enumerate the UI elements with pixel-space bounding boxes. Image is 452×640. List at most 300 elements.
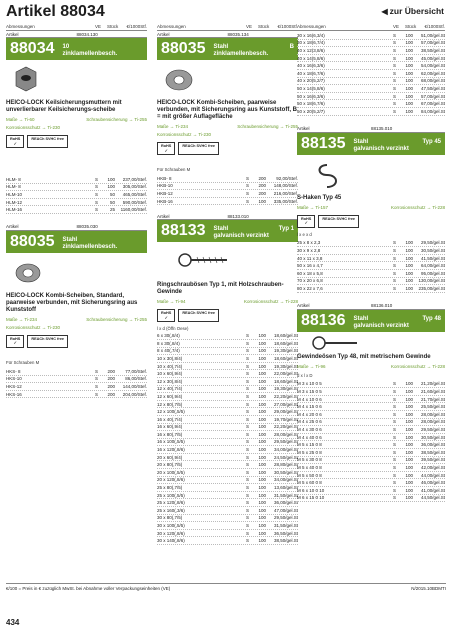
table-cell: 41,50/gel.St (420, 255, 445, 261)
table-cell: 18,60/gel.St (273, 333, 298, 339)
price-table (157, 175, 298, 205)
table-cell: 100 (405, 457, 413, 463)
reach-badge: REACh SVHC free (27, 135, 68, 148)
table-cell: 21,20/gel.St (420, 381, 445, 387)
article-label-row: Artikel 88035.030 (6, 224, 147, 231)
table-cell: 100 (258, 355, 266, 361)
screw-locking-link[interactable]: Schraubensicherung → Ti-255 (86, 316, 147, 322)
table-cell: S (246, 447, 250, 453)
table-row (157, 537, 298, 545)
dimensions-link[interactable]: Maße → Ti-60 (6, 117, 35, 122)
dimensions-link[interactable]: Maße → Ti-96 (297, 363, 326, 369)
table-cell: 50 x 18(6,7/6) (297, 101, 325, 107)
table-cell: 100 (405, 487, 413, 493)
table-cell: 84,00/gel.St (420, 108, 445, 114)
table-cell: HLM-10 (6, 191, 23, 197)
table-cell: S (246, 507, 250, 513)
article-banner: 88035 Stahl zinklamellenbesch. (6, 231, 147, 253)
table-cell: HKB-16 (157, 198, 173, 204)
table-row (157, 175, 298, 183)
column-3 (297, 23, 445, 502)
table-cell: 100 (258, 447, 266, 453)
table-cell: HKS- 8 (6, 368, 21, 374)
arrow-left-icon: ◀ (381, 6, 388, 16)
table-cell: 86,00/Stef. (125, 376, 147, 382)
table-cell: 100 (405, 47, 413, 53)
table-row (297, 62, 445, 70)
table-row (6, 391, 147, 399)
table-row (297, 403, 445, 411)
table-cell: 36,00/gel.St (273, 500, 298, 506)
table-row (297, 411, 445, 419)
article-number: 88135 (301, 134, 346, 152)
table-cell: 92,00/Stef. (276, 175, 298, 181)
table-cell: 100 (107, 176, 115, 182)
column-2 (157, 23, 298, 545)
price-table (6, 368, 147, 398)
table-cell: 21,70/gel.St (420, 396, 445, 402)
table-cell: 30 x 100(,5/5) (157, 523, 185, 529)
table-cell: S (246, 340, 250, 346)
corrosion-link[interactable]: Korrosionsschutz → Ti-230 (157, 132, 212, 137)
table-row (297, 247, 445, 255)
table-cell: 77,00/Stef. (125, 368, 147, 374)
table-cell: 8 x 40(,7/4) (157, 348, 180, 354)
table-cell: 13,60/gel.St (273, 485, 298, 491)
table-cell: 100 (258, 485, 266, 491)
table-cell: HKB-10 (157, 183, 173, 189)
table-cell: 38,50/gel.St (420, 449, 445, 455)
table-cell: 200 (258, 175, 266, 181)
product-title: HEICO-LOCK Kombi-Scheiben, paarweise verbunden, mit Sicherungsring aus Kunststoff, B = mit größer Auflagefläche (157, 100, 298, 120)
table-cell: 47,50/gel.St (420, 85, 445, 91)
table-cell: 100 (405, 93, 413, 99)
table-row (157, 332, 298, 340)
table-cell: 148,00/Stef. (273, 183, 298, 189)
table-cell: 95,00/gel.St (420, 270, 445, 276)
table-row (297, 93, 445, 101)
table-cell: 200 (107, 383, 115, 389)
table-row (157, 492, 298, 500)
table-cell: 41,00/gel.St (420, 487, 445, 493)
table-cell: 40 x 11 x 3,8 (297, 255, 323, 261)
table-row (297, 426, 445, 434)
table-cell: 100 (258, 492, 266, 498)
table-cell: S (393, 263, 397, 269)
table-cell: 100 (405, 480, 413, 486)
table-cell: S (246, 462, 250, 468)
table-cell: 29,50/gel.St (420, 240, 445, 246)
dimensions-link[interactable]: Maße → Ti-234 (6, 316, 38, 322)
table-cell: 38,50/gel.St (273, 538, 298, 544)
table-cell: S (393, 101, 397, 107)
table-cell: 25 (109, 207, 115, 213)
table-cell: S (393, 427, 397, 433)
table-cell: 235,00/gel.St (418, 285, 445, 291)
dimensions-link[interactable]: Maße → Ti-157 (297, 204, 329, 210)
table-cell: 50 x 16 x 4,7 (297, 263, 323, 269)
table-cell: 100 (405, 263, 413, 269)
table-row (157, 461, 298, 469)
product-image-nut (6, 60, 147, 100)
table-cell: 16 x 40(,7/4) (157, 416, 183, 422)
table-cell: 100 (258, 333, 266, 339)
table-cell: 237,00/Stef. (122, 176, 147, 182)
table-cell: 21,60/gel.St (420, 389, 445, 395)
table-cell: 38,50/gel.St (420, 47, 445, 53)
table-cell: 62,00/gel.St (420, 70, 445, 76)
table-cell: 50 (109, 191, 115, 197)
table-cell: 19,30/gel.St (273, 386, 298, 392)
compliance-badges (157, 142, 298, 155)
table-cell: 100 (405, 247, 413, 253)
table-subheader: Für Schrauben M (157, 167, 191, 172)
table-cell: 1160,00/Stef. (120, 207, 147, 213)
table-row (297, 396, 445, 404)
table-row (157, 499, 298, 507)
table-row (157, 363, 298, 371)
table-cell: S (246, 454, 250, 460)
table-cell: 50 x 20(5,2/7) (297, 108, 325, 114)
table-cell: 100 (405, 55, 413, 61)
price-table (157, 332, 298, 545)
table-row (157, 424, 298, 432)
table-cell: S (95, 391, 99, 397)
table-cell: M 4 x 25 0 6 (297, 419, 322, 425)
table-cell: S (246, 378, 250, 384)
table-cell: M 5 x 50 0 8 (297, 472, 322, 478)
table-row (6, 368, 147, 376)
table-cell: 10 x 40(,7/4) (157, 363, 183, 369)
table-row (157, 515, 298, 523)
article-banner: 88136 Stahl galvanisch verzinkt Typ 48 (297, 310, 445, 332)
table-row (297, 100, 445, 108)
table-cell: M 6 x 15 0 10 (297, 495, 325, 501)
reach-badge: REACh SVHC free (178, 142, 219, 155)
article-label-row: Artikel 88135.010 (297, 126, 445, 133)
table-cell: 64,00/gel.St (420, 263, 445, 269)
price-table (6, 176, 147, 214)
table-cell: 100 (258, 523, 266, 529)
product-image-s-hook (297, 155, 445, 195)
screw-locking-link[interactable]: Schraubensicherung → Ti-255 (86, 117, 147, 122)
table-cell: HLM- 8 (6, 176, 21, 182)
table-cell: S (393, 93, 397, 99)
table-cell: 29,50/gel.St (420, 427, 445, 433)
price-table (297, 32, 445, 116)
table-cell: M 4 x 40 0 6 (297, 434, 322, 440)
article-banner: 88133 Stahl galvanisch verzinkt Typ 1 (157, 220, 298, 242)
table-row (157, 378, 298, 386)
table-row (6, 206, 147, 214)
table-row (297, 449, 445, 457)
table-row (157, 507, 298, 515)
table-cell: 28,00/gel.St (420, 419, 445, 425)
table-row (297, 434, 445, 442)
table-cell: S (393, 480, 397, 486)
table-subheader: d x l x D (297, 372, 313, 378)
table-row (297, 419, 445, 427)
table-row (297, 70, 445, 78)
table-cell: 50 x 16(6,3/6) (297, 93, 325, 99)
table-cell: S (393, 396, 397, 402)
table-cell: M 4 x 15 0 6 (297, 404, 322, 410)
table-row (157, 408, 298, 416)
table-row (297, 278, 445, 286)
article-number: 88136 (301, 311, 346, 329)
table-cell: 100 (405, 389, 413, 395)
table-cell: S (393, 495, 397, 501)
table-row (6, 376, 147, 384)
table-row (157, 355, 298, 363)
table-cell: 25 x 100(,5/5) (157, 492, 185, 498)
table-cell: S (95, 184, 99, 190)
table-cell: S (393, 63, 397, 69)
table-cell: 100 (405, 427, 413, 433)
article-number: 88133 (161, 222, 206, 240)
table-row (157, 439, 298, 447)
table-cell: 100 (405, 278, 413, 284)
table-cell: 25 x 120(,8/6) (157, 500, 185, 506)
table-row (157, 469, 298, 477)
table-row (297, 495, 445, 503)
table-row (297, 78, 445, 86)
table-row (297, 240, 445, 248)
table-row (297, 381, 445, 389)
rohs-badge: RoHS ✓ (157, 142, 175, 155)
table-cell: 19,30/gel.St (273, 348, 298, 354)
table-cell: M 3 x 15 0 5 (297, 389, 322, 395)
table-cell: HKS-16 (6, 391, 22, 397)
table-cell: 100 (405, 381, 413, 387)
table-row (157, 190, 298, 198)
corrosion-link[interactable]: Korrosionsschutz → Ti-230 (6, 324, 61, 330)
table-cell: 31,50/gel.St (273, 492, 298, 498)
table-cell: 100 (258, 340, 266, 346)
table-cell: S (246, 190, 250, 196)
article-number: 88035 (10, 232, 55, 250)
table-row (157, 198, 298, 206)
table-cell: 40 x 16(6,3/6) (297, 63, 325, 69)
table-cell: S (95, 199, 99, 205)
table-cell: 100 (258, 507, 266, 513)
table-cell: 44,00/gel.St (420, 472, 445, 478)
table-cell: 216,00/Stef. (273, 190, 298, 196)
table-cell: 40 x 18(6,7/6) (297, 70, 325, 76)
table-cell: S (95, 368, 99, 374)
table-cell: S (246, 530, 250, 536)
table-cell: 30 x 9 x 2,8 (297, 247, 321, 253)
table-cell: 100 (405, 404, 413, 410)
table-cell: 100 (405, 32, 413, 38)
table-row (157, 401, 298, 409)
table-cell: S (393, 240, 397, 246)
table-cell: 100 (405, 472, 413, 478)
table-cell: 335,00/Stef. (273, 198, 298, 204)
table-cell: S (393, 270, 397, 276)
table-cell: M 6 x 10 0 10 (297, 487, 325, 493)
table-cell: 28,00/gel.St (420, 411, 445, 417)
product-title: S-Haken Typ 45 (297, 194, 342, 201)
table-cell: S (393, 457, 397, 463)
table-cell: 100 (405, 434, 413, 440)
reach-badge: REACh SVHC free (27, 335, 68, 348)
table-row (157, 477, 298, 485)
table-cell: S (95, 383, 99, 389)
table-cell: M 5 x 40 0 8 (297, 465, 322, 471)
back-to-overview-link[interactable] (382, 6, 444, 16)
dimensions-link[interactable]: Maße → Ti-234 (157, 124, 189, 129)
table-cell: 25 x 80(,7/5) (157, 485, 183, 491)
table-row (297, 32, 445, 40)
table-cell: M 3 x 10 0 5 (297, 381, 322, 387)
table-cell: 67,00/gel.St (420, 101, 445, 107)
article-banner: 88034 10 zinklamellenbesch. (6, 38, 147, 60)
table-cell: S (393, 411, 397, 417)
table-row (157, 522, 298, 530)
table-row (297, 464, 445, 472)
table-cell: S (246, 439, 250, 445)
table-cell: M 4 x 10 0 6 (297, 396, 322, 402)
rohs-badge: RoHS ✓ (297, 215, 315, 228)
table-row (6, 176, 147, 184)
table-cell: 100 (258, 439, 266, 445)
table-cell: 29,50/gel.St (273, 515, 298, 521)
reach-badge: REACh SVHC free (318, 215, 359, 228)
table-row (297, 262, 445, 270)
table-cell: S (393, 419, 397, 425)
table-cell: S (246, 198, 250, 204)
table-cell: 100 (405, 240, 413, 246)
table-cell: 30 x 140(,8/6) (157, 538, 185, 544)
table-cell: S (246, 363, 250, 369)
table-row (297, 40, 445, 48)
table-cell: 465,00/Stef. (122, 191, 147, 197)
corrosion-link[interactable]: Korrosionsschutz → Ti-228 (390, 204, 445, 210)
compliance-badges (6, 135, 147, 148)
table-cell: S (246, 416, 250, 422)
article-label-row: Artikel 88136.010 (297, 303, 445, 310)
product-image-threaded-eye (297, 332, 445, 354)
table-cell: 100 (405, 495, 413, 501)
table-row (157, 454, 298, 462)
table-cell: 31,50/gel.St (273, 523, 298, 529)
table-cell: S (246, 393, 250, 399)
table-cell: 100 (405, 85, 413, 91)
table-cell: 20 x 80(,7/5) (157, 462, 183, 468)
table-cell: 100 (258, 477, 266, 483)
table-cell: 16 x 100(,5/5) (157, 439, 185, 445)
table-cell: 100 (405, 419, 413, 425)
rohs-badge: RoHS ✓ (6, 135, 24, 148)
table-cell: S (246, 500, 250, 506)
table-cell: 10 x 30(,8/4) (157, 355, 183, 361)
product-title: HEICO-LOCK Kombi-Scheiben, Standard, paarweise verbunden, mit Sicherungsring aus Kunststoff (6, 292, 138, 313)
table-cell: 30,50/gel.St (420, 247, 445, 253)
screw-locking-link[interactable]: Schraubensicherung → Ti-255 (237, 124, 298, 129)
table-cell: 100 (258, 500, 266, 506)
table-cell: 100 (405, 270, 413, 276)
table-row (297, 487, 445, 495)
table-cell: S (246, 515, 250, 521)
table-cell: S (95, 376, 99, 382)
table-header: Abmessungen VE Stück €/1000Stf. (297, 24, 445, 29)
table-cell: 29,00/gel.St (273, 409, 298, 415)
table-cell: 42,00/gel.St (420, 465, 445, 471)
table-cell: 100 (258, 431, 266, 437)
column-1 (6, 23, 147, 398)
table-cell: S (393, 55, 397, 61)
table-cell: 12 x 100(,5/5) (157, 409, 185, 415)
table-cell: 39,50/gel.St (420, 457, 445, 463)
table-cell: HKS-12 (6, 383, 22, 389)
table-cell: 20 x 60(,9/4) (157, 454, 183, 460)
table-cell: S (246, 492, 250, 498)
table-cell: 70 x 20 x 6,8 (297, 278, 323, 284)
product-title: HEICO-LOCK Keilsicherungsmuttern mit unverlierbarer Keilsicherungs-scheibe (6, 100, 122, 113)
table-cell: S (95, 207, 99, 213)
table-cell: 20 x 100(,5/5) (157, 469, 185, 475)
table-cell: 30 x 16(6,3/4) (297, 32, 325, 38)
corrosion-link[interactable]: Korrosionsschutz → Ti-228 (243, 299, 298, 305)
table-cell: S (393, 442, 397, 448)
table-cell: 100 (258, 530, 266, 536)
price-table (297, 240, 445, 293)
table-cell: 50 x 14(5,8/6) (297, 85, 325, 91)
table-cell: S (246, 371, 250, 377)
table-cell: S (393, 472, 397, 478)
corrosion-link[interactable]: Korrosionsschutz → Ti-230 (6, 125, 61, 130)
rohs-badge: RoHS ✓ (157, 309, 175, 322)
table-cell: S (393, 255, 397, 261)
table-cell: S (246, 355, 250, 361)
table-cell: S (95, 176, 99, 182)
table-cell: S (393, 465, 397, 471)
table-cell: 200 (258, 183, 266, 189)
table-row (297, 85, 445, 93)
table-cell: 54,00/gel.St (420, 63, 445, 69)
table-cell: 100 (405, 108, 413, 114)
table-row (297, 457, 445, 465)
page-number: 434 (6, 618, 20, 627)
table-cell: 100 (405, 396, 413, 402)
table-cell: 100 (405, 442, 413, 448)
back-label: zur Übersicht (389, 6, 444, 16)
table-cell: 68,00/gel.St (420, 78, 445, 84)
table-subheader: l x e x d (297, 231, 312, 237)
table-cell: S (246, 477, 250, 483)
footer-note: €/100 = Preis in € zuzüglich MwSt. bei Abnahme voller Verpackungseinheiten (VE) N/2015.10BDMTI (6, 583, 446, 591)
table-cell: S (393, 487, 397, 493)
table-row (157, 446, 298, 454)
table-cell: 8 x 30(,8/4) (157, 340, 180, 346)
table-row (157, 386, 298, 394)
table-cell: 16 x 80(,7/5) (157, 431, 183, 437)
table-row (297, 108, 445, 116)
table-cell: 100 (258, 515, 266, 521)
table-row (6, 184, 147, 192)
corrosion-link[interactable]: Korrosionsschutz → Ti-228 (390, 363, 445, 369)
table-cell: 100 (258, 462, 266, 468)
dimensions-link[interactable]: Maße → Ti-94 (157, 299, 186, 305)
table-cell: S (393, 278, 397, 284)
table-row (297, 472, 445, 480)
table-cell: 25 x 160(,3/6) (157, 507, 185, 513)
table-cell: 46,00/gel.St (420, 480, 445, 486)
table-cell: 12 x 40(,7/4) (157, 386, 183, 392)
table-cell: 100 (258, 454, 266, 460)
table-cell: HLM-16 (6, 207, 23, 213)
